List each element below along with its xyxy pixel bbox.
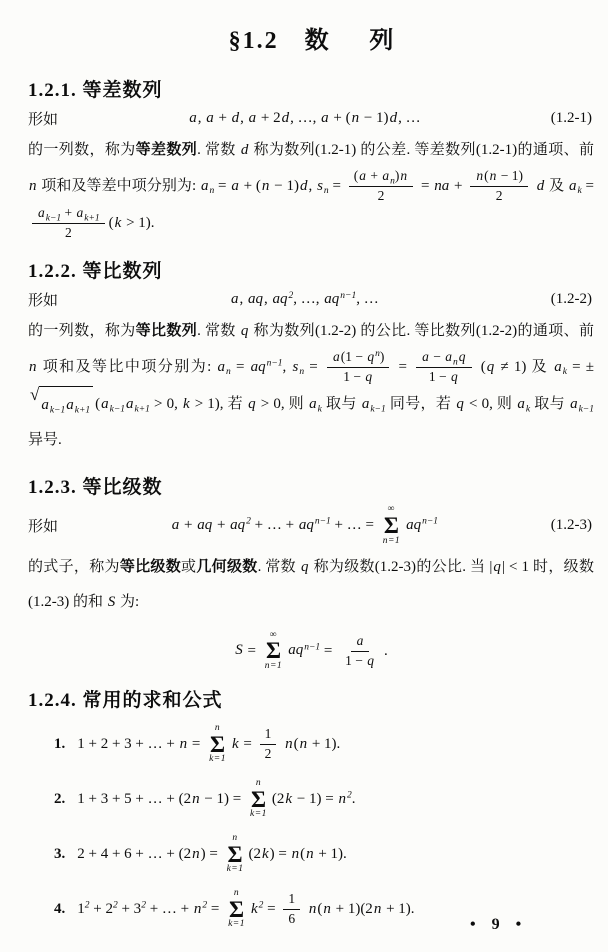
item-formula: $1^2 + 2^2 + 3^2$ + … + $n^2$ = n Σ k=1 $k^2$ = $\frac{1}{6}$ n(n + 1)(2n + 1).: [77, 888, 415, 930]
formula-row: [28, 108, 594, 129]
section-heading: 1.2.3. 等比级数: [28, 477, 163, 499]
page-title: [28, 20, 594, 55]
equation-number: (1.2-2): [550, 290, 592, 307]
formula-lead: 形如: [28, 112, 59, 128]
equation-number: (1.2-3): [550, 517, 592, 534]
item-number: 1.: [54, 735, 66, 752]
formula-row: [28, 505, 594, 546]
page-title-word: 数列: [304, 28, 435, 54]
page-number: • 9 •: [470, 916, 528, 933]
formula-lead: 形如: [28, 519, 59, 536]
section-arithmetic-sequence: [28, 75, 594, 242]
paragraph: 的一列数，称为等差数列. 常数 d 称为数列(1.2-1) 的公差. 等差数列(1.2-1)的通项、前 n 项和及等差中项分别为: $a_n = a + (n - 1)d$, $s_n$ = $\frac{(a + a_n)n}{2}$ = na + $\frac{n(n - 1)}{2}$ d 及 $a_k$ = $\frac{a_{k-1} + a_{k+1}}{2}$ (k > 1).: [28, 142, 594, 240]
section-heading: 1.2.2. 等比数列: [28, 260, 163, 282]
formula-item: [28, 831, 594, 877]
formula-row: [28, 289, 594, 310]
formula-item: [28, 776, 594, 822]
section-heading: 1.2.1. 等差数列: [28, 80, 163, 101]
sequence-formula: a, a + d, a + 2d, …, a + (n − 1)d, …: [189, 110, 421, 126]
series-formula: a + aq + $aq^2$ + … + $aq^{n-1}$ + … = ∞ Σ n=1 $aq^{n-1}$: [171, 504, 439, 546]
paragraph: 的式子，称为等比级数或几何级数. 常数 q 称为级数(1.2-3)的公比. 当 |q| < 1 时，级数 (1.2-3) 的和 S 为:: [28, 559, 594, 611]
paragraph: 的一列数，称为等比数列. 常数 q 称为数列(1.2-2) 的公比. 等比数列(1.2-2)的通项、前 n 项和及等比中项分别为: $a_n = aq^{n-1}$, $s_n$ = $\frac{a(1 - q^n)}{1 - q}$ = $\frac{a - a_nq}{1 - q}$ (q ≠ 1) 及 $a_k$ = ± √ $a_{k-1}a_{k+1}$ ($a_{k-1}a_{k+1} > 0$, k > 1), 若 q > 0, 则 $a_k$ 取与 $a_{k-1}$ 同号，若 q < 0, 则 $a_k$ 取与 $a_{k-1}$ 异号.: [28, 322, 595, 448]
section-heading: 1.2.4. 常用的求和公式: [28, 690, 223, 712]
item-formula: 1 + 3 + 5 + … + (2n − 1) = n Σ k=1 $(2k - 1) = n^2$.: [77, 778, 356, 820]
formula-item: [28, 721, 594, 767]
display-equation: S = ∞ Σ n=1 $aq^{n-1}$ = $\frac{a}{1 - q}$ .: [235, 629, 388, 671]
section-summation-formulas: [28, 685, 594, 932]
equation-number: (1.2-1): [550, 110, 592, 126]
item-formula: 2 + 4 + 6 + … + (2n) = n Σ k=1 (2k) = n(n + 1).: [77, 833, 347, 875]
page-title-section: §1.2: [228, 28, 279, 54]
sequence-formula: a, aq, $aq^2$, …, $aq^{n-1}$, …: [231, 290, 379, 307]
item-number: 4.: [54, 900, 66, 917]
item-number: 2.: [54, 790, 66, 807]
section-geometric-sequence: [28, 256, 594, 459]
section-geometric-series: [28, 472, 594, 671]
item-formula: 1 + 2 + 3 + … + n = n Σ k=1 k = $\frac{1}{2}$ n(n + 1).: [77, 723, 341, 765]
item-number: 3.: [54, 845, 66, 862]
formula-lead: 形如: [28, 292, 59, 309]
